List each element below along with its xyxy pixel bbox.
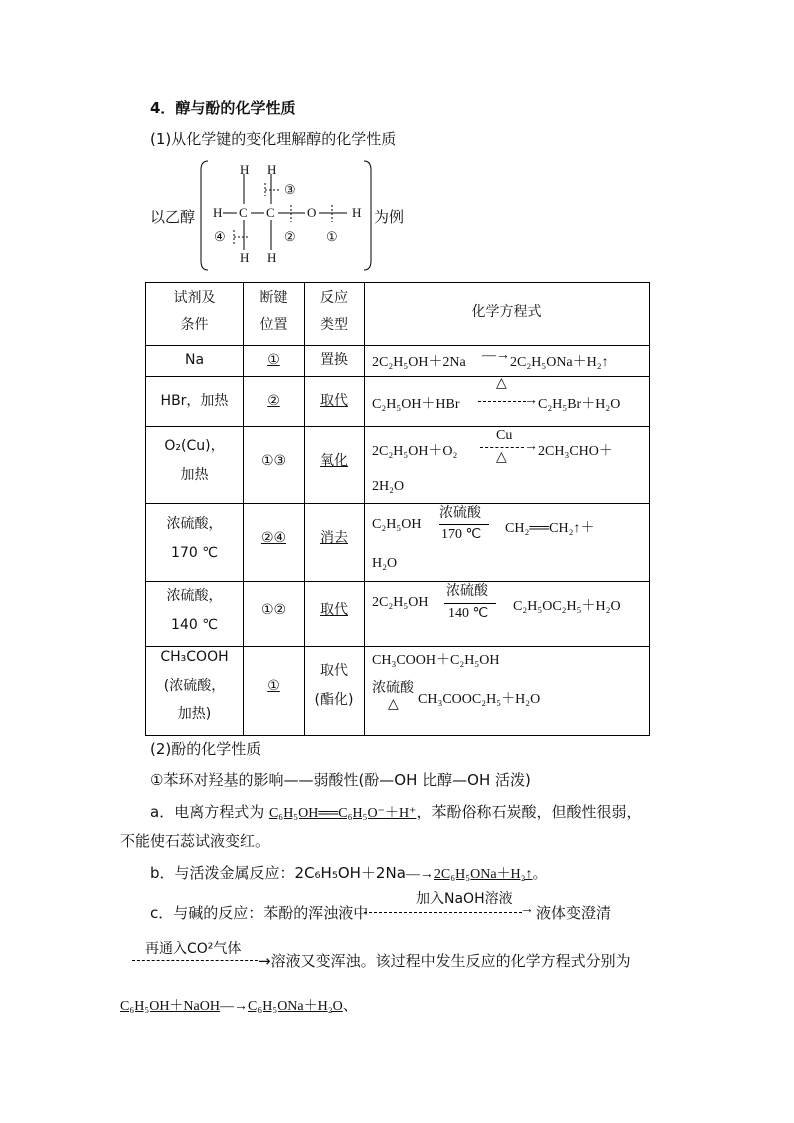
phenol-a-prefix: a．电离方程式为 [150,803,269,821]
structure-diagram [198,158,378,273]
row5-reagent-2: 140 ℃ [171,617,218,633]
phenol-b-prefix: b．与活泼金属反应：2C₆H₅OH＋2Na [150,864,406,882]
phenol-c-prefix: c．与碱的反应：苯酚的浑浊液中 [150,904,369,922]
row5-eq-right: C₂H₅OC₂H₅＋H₂O [513,599,621,614]
phenol-c-suffix: →溶液又变浑浊。该过程中发生反应的化学方程式分别为 [258,952,631,970]
row1-arrow: ―→ [482,348,510,363]
row3-cond-bottom: △ [496,450,507,465]
phenol-c-cond2: 再通入CO²气体 [145,941,242,957]
atom-o: O [307,205,317,220]
row4-bond: ②④ [260,530,287,546]
row1-type: 置换 [320,352,348,368]
row4-type: 消去 [320,530,348,546]
row6-type-1: 取代 [320,663,348,679]
header-reagent-1: 试剂及 [173,290,216,306]
atom-c: C [266,205,275,220]
phenol-c-arrow2 [132,960,258,961]
row3-cond-top: Cu [496,428,513,443]
row2-bond: ② [267,393,280,409]
row6-reagent-2: (浓硫酸， [163,678,226,694]
phenol-c-equation-right: C₆H₅ONa＋H₂O [247,999,343,1014]
row3-type: 氧化 [320,453,348,469]
header-equation: 化学方程式 [471,304,542,320]
atom-h: H [352,205,362,220]
row6-eq-line1: CH₃COOH＋C₂H₅OH [372,653,500,668]
atom-h: H [267,162,277,177]
row4-cond-bottom: 170 ℃ [441,527,482,542]
phenol-point-1: ①苯环对羟基的影响——弱酸性(酚—OH 比醇—OH 活泼) [150,771,531,789]
reaction-table [145,282,650,736]
row1-eq-right: 2C₂H₅ONa＋H₂↑ [510,355,609,370]
row6-bond: ① [267,678,280,694]
row2-reagent: HBr，加热 [160,393,229,409]
section-heading: 4．醇与酚的化学性质 [150,99,296,117]
row1-bond: ① [267,352,280,368]
atom-h: H [240,250,250,265]
phenol-a [150,801,641,822]
phenol-c-equation-line: C₆H₅OH＋NaOH―→C₆H₅ONa＋H₂O、 [120,996,358,1014]
atom-c: C [239,205,248,220]
row2-arrow [478,401,526,402]
phenol-a-line2: 不能使石蕊试液变红。 [120,832,271,850]
row6-type-2: (酯化) [314,692,354,708]
row3-reagent-2: 加热 [180,467,209,483]
row2-arrow-head: → [524,393,538,408]
row2-type: 取代 [320,393,348,409]
subsection-2: (2)酚的化学性质 [150,740,262,758]
row4-cond-top: 浓硫酸 [439,506,481,521]
row4-arrow [439,524,489,525]
row5-bond: ①② [260,602,287,618]
row6-reagent-3: 加热) [177,706,212,722]
phenol-b-equation: 2C₆H₅ONa＋H₂↑ [433,867,533,882]
phenol-b: b．与活泼金属反应：2C₆H₅OH＋2Na―→2C₆H₅ONa＋H₂↑。 [150,864,548,882]
row4-eq-right: CH₂══CH₂↑＋ [505,521,595,536]
row6-reagent-1: CH₃COOH [160,649,229,665]
row3-arrow-head: → [524,439,538,454]
bond-number-1: ① [326,229,338,244]
row3-reagent-1: O₂(Cu)， [164,438,225,454]
row5-reagent-1: 浓硫酸， [166,588,223,604]
header-type-1: 反应 [320,290,348,306]
row2-cond: △ [496,376,507,391]
row6-cond-bottom: △ [388,697,399,712]
row4-reagent-1: 浓硫酸， [166,516,223,532]
row3-eq-right: 2CH₃CHO＋ [538,444,613,459]
phenol-c-arrow1-head: → [520,902,534,917]
phenol-c-cond1: 加入NaOH溶液 [416,891,513,907]
phenol-c-equation-left: C₆H₅OH＋NaOH [120,999,220,1014]
atom-h: H [267,250,277,265]
atom-h: H [213,205,223,220]
phenol-b-suffix: 。 [532,864,548,882]
header-bond-1: 断键 [259,290,288,306]
phenol-a-equation: C₆H₅OH══C₆H₅O⁻＋H⁺ [268,806,417,821]
bond-number-4: ④ [214,229,226,244]
row2-eq-right: C₂H₅Br＋H₂O [538,397,621,412]
subsection-1: (1)从化学键的变化理解醇的化学性质 [150,130,397,148]
structure-prefix: 以乙醇 [150,208,196,226]
row6-eq-right: CH₃COOC₂H₅＋H₂O [418,692,541,707]
row3-bond: ①③ [260,453,287,469]
structure-suffix: 为例 [374,208,405,226]
row5-arrow [444,603,496,604]
row1-eq-left: 2C₂H₅OH＋2Na [372,355,466,370]
header-bond-2: 位置 [259,317,288,333]
phenol-c-end: 、 [342,996,358,1014]
row4-eq-line2: H₂O [372,556,398,571]
phenol-c-arrow1 [364,912,522,913]
bond-number-3: ③ [284,182,296,197]
row1-reagent: Na [184,352,205,368]
row5-eq-left: 2C₂H₅OH [372,595,429,610]
phenol-a-suffix: ，苯酚俗称石炭酸，但酸性很弱， [416,803,642,821]
row5-type: 取代 [320,602,348,618]
bond-number-2: ② [284,229,296,244]
row4-eq-left: C₂H₅OH [372,517,422,532]
row6-cond-top: 浓硫酸 [372,681,414,696]
header-reagent-2: 条件 [180,317,209,333]
phenol-c-mid: 液体变澄清 [536,904,612,922]
row4-reagent-2: 170 ℃ [171,545,218,561]
row3-eq-left: 2C₂H₅OH＋O₂ [372,444,458,459]
row3-arrow [480,447,524,448]
atom-h: H [240,162,250,177]
row3-eq-line2: 2H₂O [372,479,405,494]
row2-eq-left: C₂H₅OH＋HBr [372,397,460,412]
row5-cond-bottom: 140 ℃ [448,606,489,621]
row5-cond-top: 浓硫酸 [446,584,488,599]
header-type-2: 类型 [320,317,348,333]
